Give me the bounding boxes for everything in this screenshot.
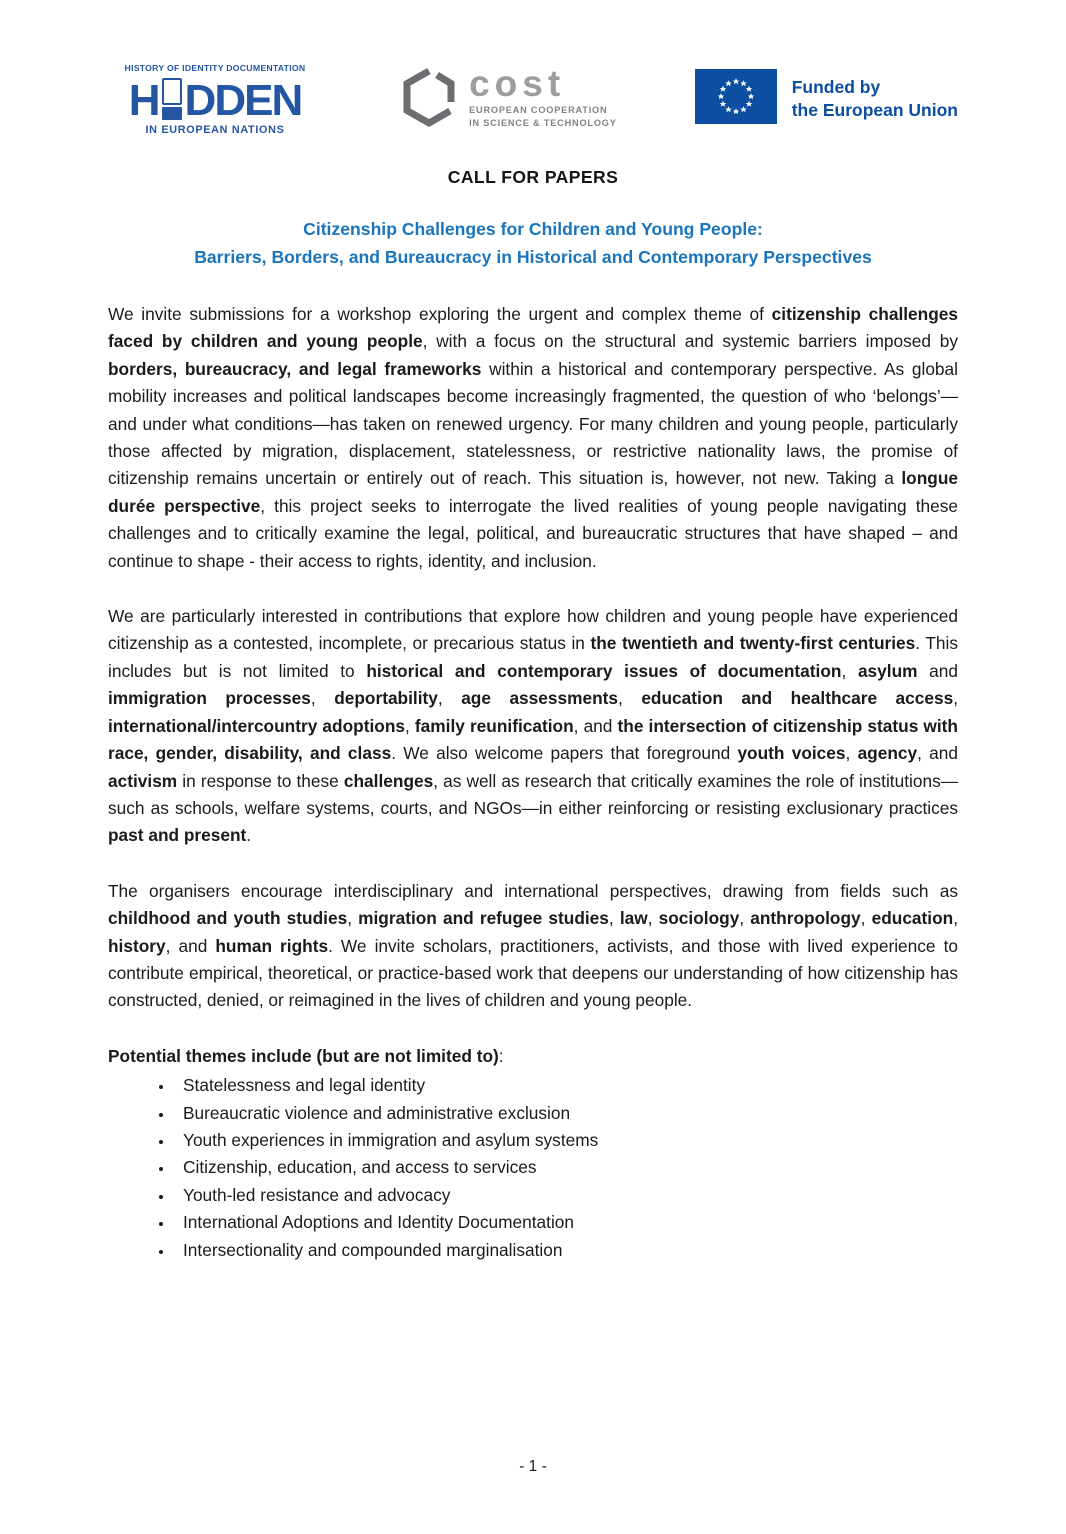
paragraph-introduction: We invite submissions for a workshop exploring the urgent and complex theme of citizenship challenges faced by children and young people, with a focus on the structural and systemic barriers imposed by borders, bureaucracy, and legal frameworks within a historical and contemporary perspective. As global mobility increases and political landscapes become increasingly fragmented, the question of who ‘belongs’—and under what conditions—has taken on renewed urgency. For many children and young people, particularly those affected by migration, displacement, statelessness, or restrictive nationality laws, the promise of citizenship remains uncertain or entirely out of reach. This situation is, however, not new. Taking a longue durée perspective, this project seeks to interrogate the lived realities of young people navigating these challenges and to critically examine the legal, political, and bureaucratic structures that have shaped – and continue to shape - their access to rights, identity, and inclusion. <box>108 304 959 571</box>
theme-list-item: • Statelessness and legal identity <box>174 1072 958 1099</box>
person-portrait-icon <box>162 78 182 105</box>
id-card-bar-shape <box>162 107 182 120</box>
hidden-logo-letters-dden: DDEN <box>184 76 302 126</box>
paragraph-topics: We are particularly interested in contributions that explore how children and young people have experienced citizenship as a contested, incomplete, or precarious status in the twentieth and twenty-first centuries. This includes but is not limited to historical and contemporary issues of documentation, asylum and immigration processes, deportability, age assessments, education and healthcare access, international/intercountry adoptions, family reunification, and the intersection of citizenship status with race, gender, disability, and class. We also welcome papers that foreground youth voices, agency, and activism in response to these challenges, as well as research that critically examines the role of institutions—such as schools, welfare systems, courts, and NGOs—in either reinforcing or resisting exclusionary practices past and present. <box>108 606 959 846</box>
hidden-logo-letter-h: H <box>128 76 159 126</box>
eu-funding-caption <box>792 76 958 122</box>
eu-caption-line1: Funded by <box>791 76 881 97</box>
eu-caption-line2: the European Union <box>791 100 958 120</box>
document-title-line1: Citizenship Challenges for Children and Young People: <box>303 219 763 239</box>
eu-flag-icon <box>695 69 777 129</box>
cost-logo <box>400 63 617 133</box>
hidden-logo-bottom-text: IN EUROPEAN NATIONS <box>145 123 285 136</box>
cost-logo-text <box>469 63 617 129</box>
document-title-line2: Barriers, Borders, and Bureaucracy in Historical and Contemporary Perspectives <box>194 246 872 267</box>
hidden-logo-top-text: HISTORY OF IDENTITY DOCUMENTATION <box>124 62 306 73</box>
call-for-papers-heading: CALL FOR PAPERS <box>447 167 619 187</box>
theme-list-item: • International Adoptions and Identity Documentation <box>174 1209 958 1236</box>
eu-funding-logo <box>695 69 958 129</box>
theme-list-item: • Bureaucratic violence and administrative exclusion <box>174 1100 958 1127</box>
theme-list-item: • Citizenship, education, and access to services <box>174 1154 958 1181</box>
paragraph-organisers: The organisers encourage interdisciplinary and international perspectives, drawing from fields such as childhood and youth studies, migration and refugee studies, law, sociology, anthropology, education, history, and human rights. We invite scholars, practitioners, activists, and those with lived experience to contribute empirical, theoretical, or practice-based work that deepens our understanding of how citizenship has constructed, denied, or reimagined in the lives of children and young people. <box>108 880 959 1011</box>
page-number: - 1 - <box>519 1458 547 1475</box>
cost-wordmark: cost <box>469 63 566 105</box>
themes-list <box>108 1072 958 1264</box>
theme-list-item: • Youth-led resistance and advocacy <box>174 1182 958 1209</box>
hidden-project-logo <box>108 63 322 136</box>
hidden-logo-wordmark <box>108 74 322 126</box>
cost-subtitle <box>469 104 617 130</box>
theme-list-item: • Youth experiences in immigration and asylum systems <box>174 1127 958 1154</box>
themes-heading: Potential themes include (but are not limited to): <box>108 1045 504 1066</box>
cost-hexagon-icon <box>400 66 458 133</box>
id-photo-icon <box>162 78 182 120</box>
theme-list-item: • Intersectionality and compounded marginalisation <box>174 1237 958 1264</box>
document-title <box>108 216 958 271</box>
cost-subtitle-line2: IN SCIENCE & TECHNOLOGY <box>469 117 617 128</box>
document-body <box>108 301 958 1264</box>
cost-subtitle-line1: EUROPEAN COOPERATION <box>469 104 608 115</box>
logo-row <box>108 55 958 143</box>
